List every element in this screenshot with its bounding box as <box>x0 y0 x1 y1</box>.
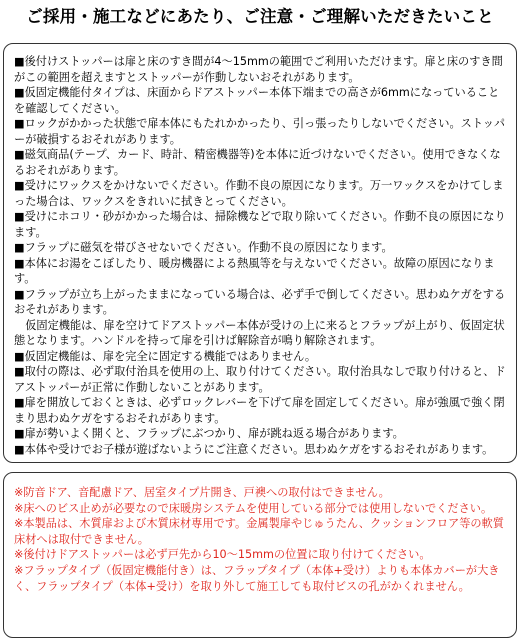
caution-item: ■仮固定機能は、扉を完全に固定する機能ではありません。 <box>14 349 317 363</box>
caution-item: ■本体にお湯をこぼしたり、暖房機器による熱風等を与えないでください。故障の原因になります。 <box>14 256 495 285</box>
cautions-box <box>3 43 517 463</box>
caution-item: ■受けにワックスをかけないでください。作動不良の原因になります。万一ワックスをかけてしまった場合は、ワックスをきれいに拭きとってください。 <box>14 179 504 208</box>
caution-item: 仮固定機能は、扉を空けてドアストッパー本体が受けの上に来るとフラップが上がり、仮固定状態となります。ハンドルを持って扉を引けば解除音が鳴り解除されます。 <box>14 318 505 347</box>
note-item: ※防音ドア、音配慮ドア、居室タイプ片開き、戸襖への取付はできません。 <box>14 486 390 499</box>
caution-item: ■フラップに磁気を帯びさせないでください。作動不良の原因になります。 <box>14 241 393 254</box>
note-item: ※フラップタイプ（仮固定機能付き）は、フラップタイプ（本体+受け）よりも本体カバーが大きく、フラップタイプ（本体+受け）を取り外して施工しても取付ビスの孔がかくれません。 <box>14 563 500 593</box>
caution-item: ■扉を開放しておくときは、必ずロックレバーを下げて扉を固定してください。扉が強風で強く閉まり思わぬケガをするおそれがあります。 <box>14 396 505 425</box>
caution-item: ■本体や受けでお子様が遊ばないようにご注意ください。思わぬケガをするおそれがあります。 <box>14 442 494 456</box>
caution-item: ■扉が勢いよく開くと、フラップにぶつかり、扉が跳ね返る場合があります。 <box>14 427 404 440</box>
note-item: ※床へのビス止めが必要なので床暖房システムを使用している部分では使用しないでください。 <box>14 501 493 515</box>
caution-item: ■磁気商品(テープ、カード、時計、精密機器等)を本体に近づけないでください。使用できなくなるおそれがあります。 <box>14 148 501 177</box>
notes-box <box>3 472 517 638</box>
note-item: ※後付けドアストッパーは必ず戸先から10～15mmの位置に取り付けてください。 <box>14 548 431 562</box>
caution-item: ■仮固定機能付タイプは、床面からドアストッパー本体下端までの高さが6mmになっていることを確認してください。 <box>14 86 500 115</box>
caution-item: ■取付の際は、必ず取付治具を使用の上、取り付けてください。取付治具なしで取り付けると、ドアストッパーが正常に作動しないことがあります。 <box>14 365 506 394</box>
caution-item: ■フラップが立ち上がったままになっている場合は、必ず手で倒してください。思わぬケガをするおそれがあります。 <box>14 287 506 316</box>
caution-item: ■後付けストッパーは扉と床のすき間が4～15mmの範囲でご利用いただけます。扉と床のすき間がこの範囲を超えますとストッパーが作動しないおそれがあります。 <box>14 55 503 84</box>
note-item: ※本製品は、木質扉および木質床材専用です。金属製扉やじゅうたん、クッションフロア等の軟質床材へは取付できません。 <box>14 517 504 546</box>
caution-item: ■ロックがかかった状態で扉本体にもたれかかったり、引っ張ったりしないでください。ストッパーが破損するおそれがあります。 <box>14 117 506 146</box>
caution-item: ■受けにホコリ・砂がかかった場合は、掃除機などで取り除いてください。作動不良の原因になります。 <box>14 210 506 239</box>
page-title: ご採用・施工などにあたり、ご注意・ご理解いただきたいこと <box>26 7 494 26</box>
